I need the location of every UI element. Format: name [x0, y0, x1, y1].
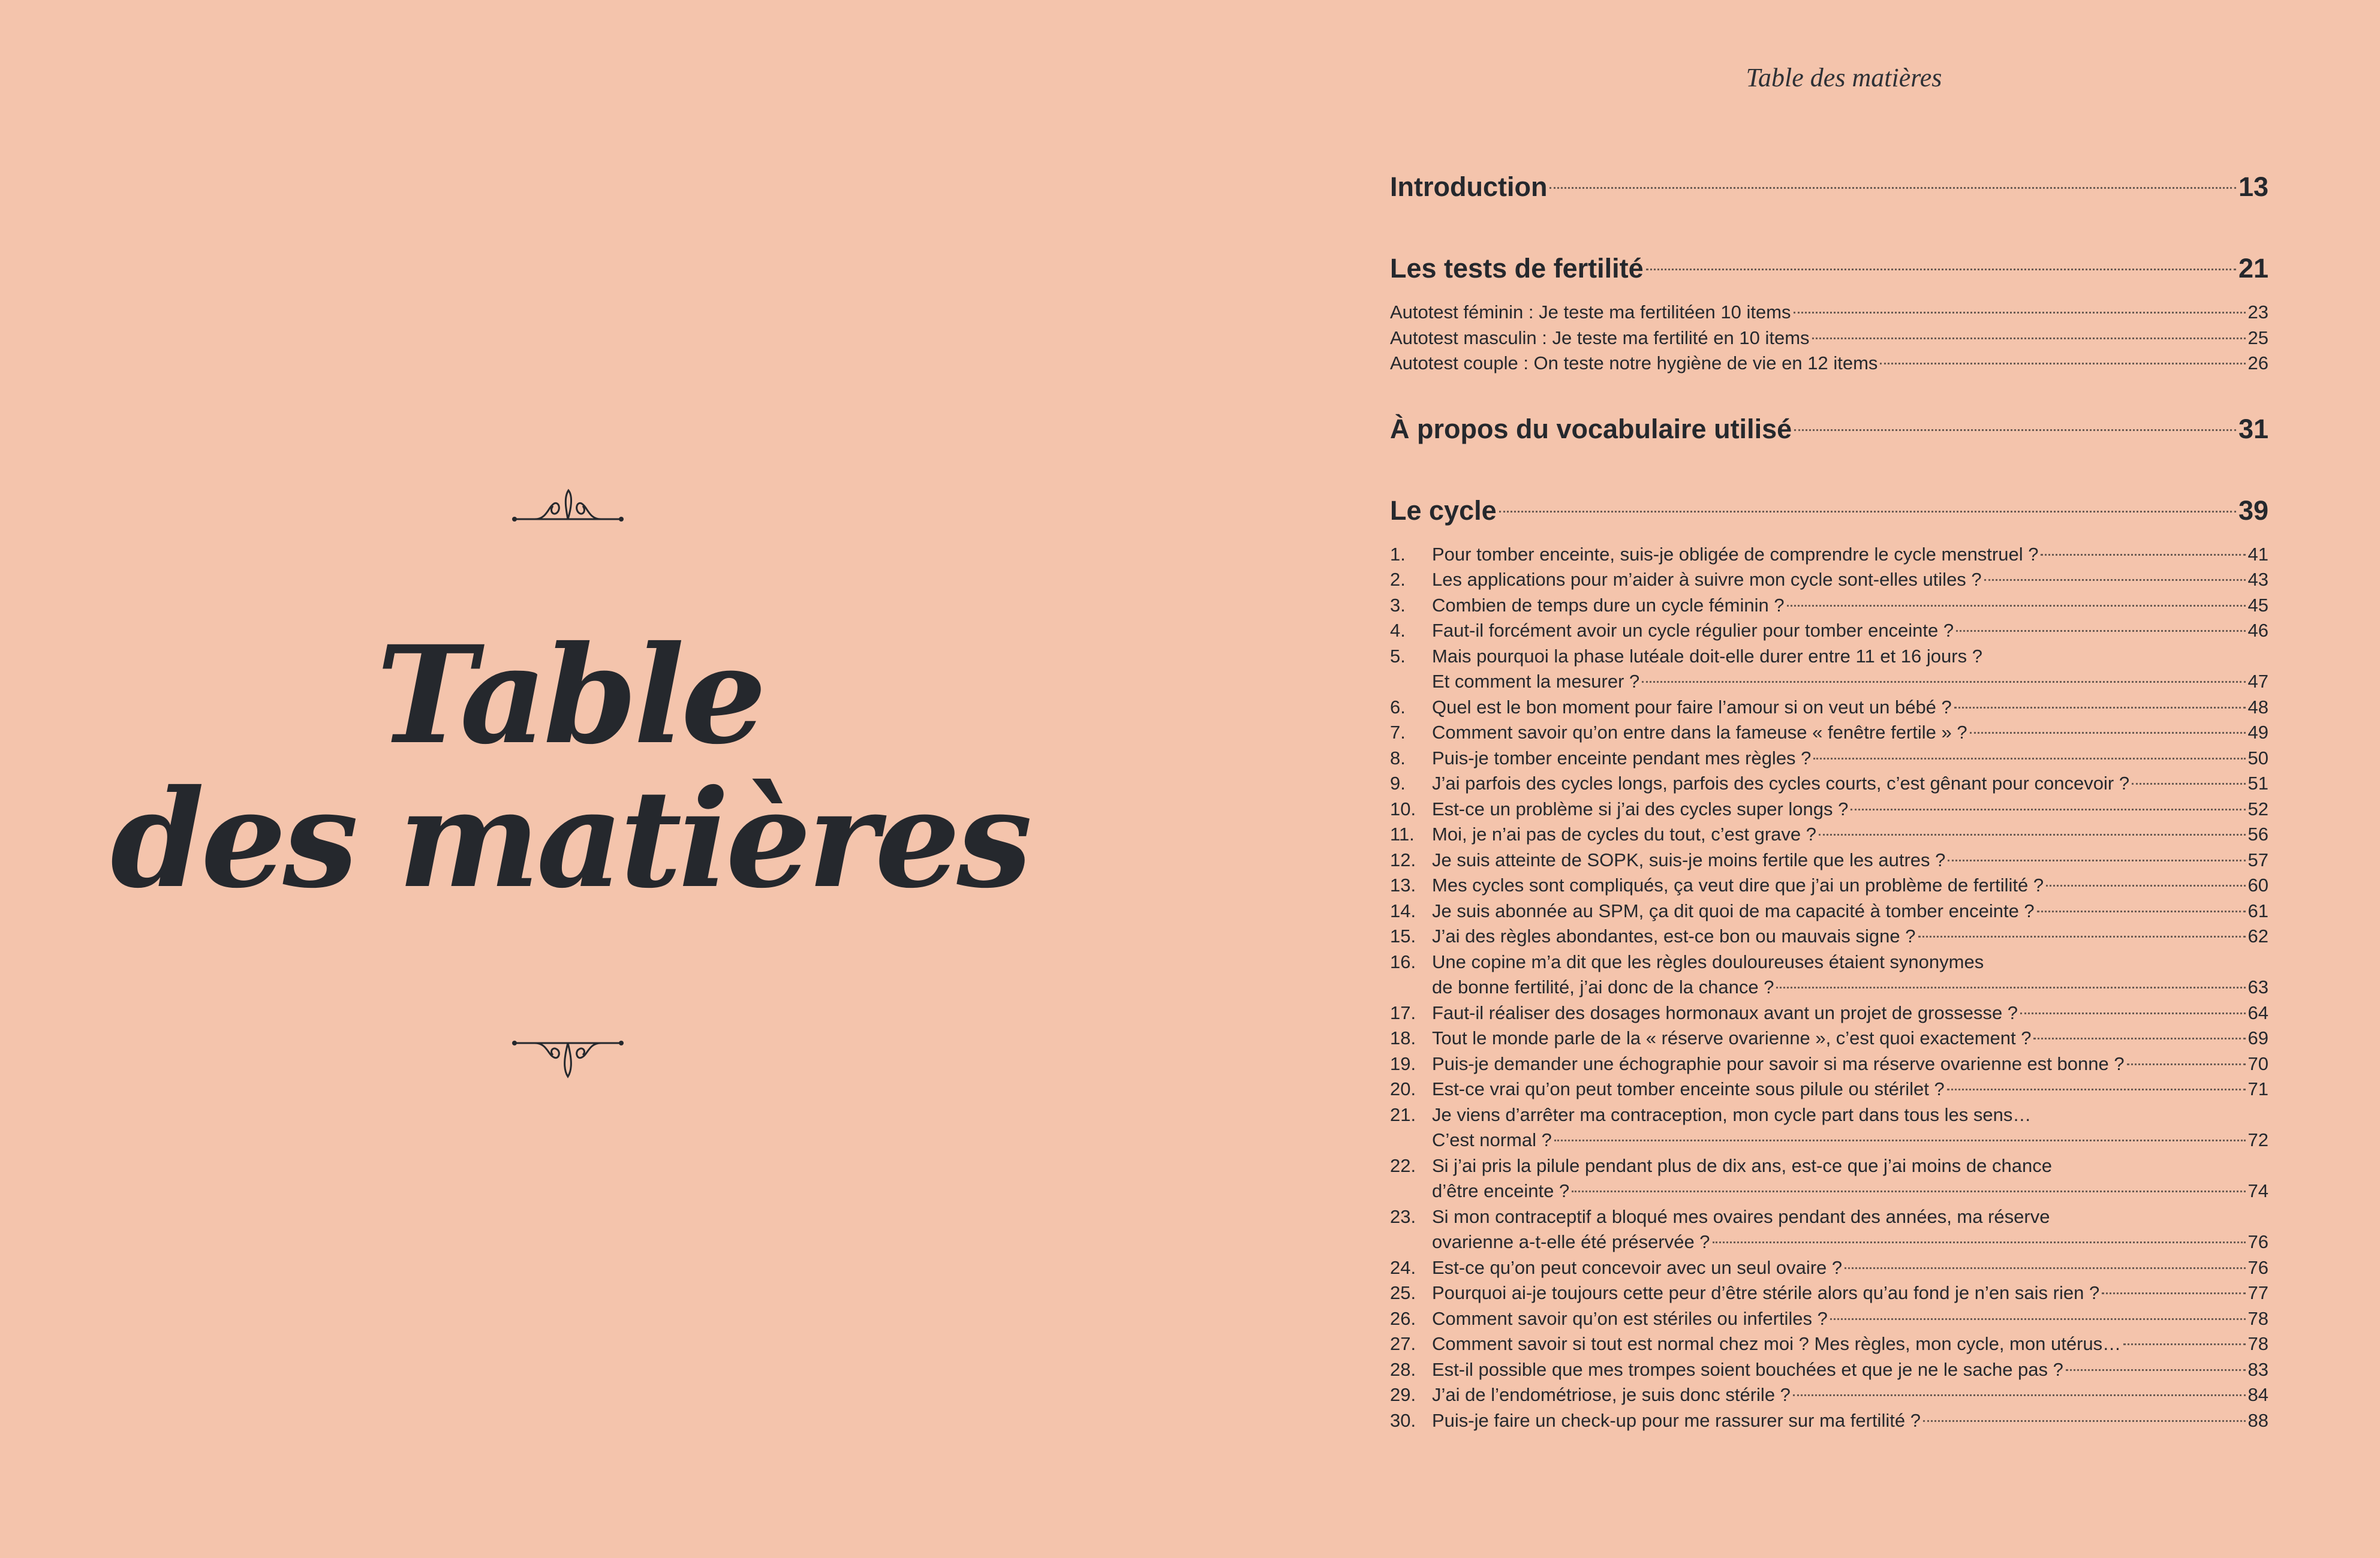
- question-continuation-line: [1390, 1229, 2268, 1255]
- cycle-question-item[interactable]: [1390, 1382, 2268, 1408]
- section-title: Le cycle: [1390, 495, 1497, 526]
- question-page-number: 83: [2247, 1358, 2268, 1380]
- question-line: [1390, 822, 2268, 848]
- question-text: J’ai parfois des cycles longs, parfois des cycles courts, c’est gênant pour concevoir ?: [1432, 773, 2130, 794]
- cycle-question-item[interactable]: [1390, 1408, 2268, 1434]
- question-page-number: 63: [2247, 977, 2268, 998]
- dot-leader: [1970, 732, 2246, 734]
- question-page-number: 71: [2247, 1078, 2268, 1099]
- cycle-question-item[interactable]: [1390, 1077, 2268, 1102]
- cycle-question-item[interactable]: [1390, 618, 2268, 644]
- section-page-number: 39: [2238, 495, 2268, 526]
- question-page-number: 72: [2247, 1129, 2268, 1150]
- question-page-number: 47: [2247, 671, 2268, 692]
- cycle-question-item[interactable]: [1390, 1306, 2268, 1332]
- dot-leader: [1776, 987, 2245, 989]
- question-line: [1390, 1255, 2268, 1281]
- question-line: [1390, 797, 2268, 822]
- entry-page-number: 25: [2247, 327, 2268, 348]
- question-number: 19.: [1390, 1053, 1416, 1074]
- cycle-question-item[interactable]: [1390, 1051, 2268, 1077]
- question-text: Si mon contraceptif a bloqué mes ovaires pendant des années, ma réserve: [1432, 1206, 2050, 1227]
- question-text: J’ai des règles abondantes, est-ce bon ou mauvais signe ?: [1432, 926, 1916, 947]
- dot-leader: [1947, 1089, 2246, 1090]
- question-number: 10.: [1390, 798, 1416, 819]
- toc-entry[interactable]: [1390, 351, 2268, 376]
- question-continuation-line: [1390, 1128, 2268, 1153]
- cycle-question-item[interactable]: [1390, 950, 2268, 1001]
- dot-leader: [1787, 605, 2246, 607]
- dot-leader: [2127, 1063, 2246, 1065]
- section-page-number: 13: [2238, 171, 2268, 202]
- question-text: Faut-il réaliser des dosages hormonaux avant un projet de grossesse ?: [1432, 1002, 2018, 1023]
- cycle-question-item[interactable]: [1390, 1153, 2268, 1204]
- dot-leader: [1499, 511, 2236, 513]
- question-number: 25.: [1390, 1282, 1416, 1303]
- question-text: Moi, je n’ai pas de cycles du tout, c’est grave ?: [1432, 824, 1816, 845]
- question-text: Je viens d’arrêter ma contraception, mon cycle part dans tous les sens…: [1432, 1104, 2032, 1125]
- left-page: [0, 0, 1139, 1558]
- question-line: [1390, 1001, 2268, 1026]
- section-title: À propos du vocabulaire utilisé: [1390, 413, 1792, 444]
- question-continuation-line: [1390, 1179, 2268, 1204]
- title-line-1: Table: [376, 616, 763, 774]
- question-line: [1390, 1102, 2268, 1128]
- dot-leader: [1812, 337, 2246, 339]
- question-text: Est-ce qu’on peut concevoir avec un seul ovaire ?: [1432, 1256, 1843, 1278]
- dot-leader: [1948, 860, 2245, 861]
- toc-entry[interactable]: [1390, 326, 2268, 351]
- question-line: [1390, 542, 2268, 568]
- cycle-question-item[interactable]: [1390, 746, 2268, 772]
- dot-leader: [1923, 1420, 2246, 1422]
- toc-section-tests: [1390, 231, 2268, 376]
- question-number: 7.: [1390, 722, 1406, 743]
- cycle-question-item[interactable]: [1390, 1102, 2268, 1153]
- question-page-number: 76: [2247, 1256, 2268, 1278]
- cycle-question-item[interactable]: [1390, 644, 2268, 695]
- question-number: 27.: [1390, 1333, 1416, 1354]
- question-number: 12.: [1390, 849, 1416, 870]
- dot-leader: [1549, 187, 2235, 189]
- question-page-number: 52: [2247, 798, 2268, 819]
- question-line: [1390, 924, 2268, 950]
- section-title-row[interactable]: [1390, 150, 2268, 216]
- cycle-question-item[interactable]: [1390, 1204, 2268, 1255]
- question-number: 5.: [1390, 645, 1406, 667]
- question-text: Puis-je faire un check-up pour me rassurer sur ma fertilité ?: [1432, 1409, 1921, 1431]
- page-title: [0, 616, 1139, 918]
- question-page-number: 48: [2247, 696, 2268, 718]
- cycle-question-item[interactable]: [1390, 720, 2268, 746]
- cycle-question-list: [1390, 542, 2268, 1434]
- toc-entry[interactable]: [1390, 300, 2268, 326]
- question-number: 13.: [1390, 875, 1416, 896]
- dot-leader: [2033, 1038, 2245, 1039]
- title-line-2: des matières: [110, 760, 1029, 918]
- question-page-number: 51: [2247, 773, 2268, 794]
- cycle-question-item[interactable]: [1390, 1026, 2268, 1051]
- question-line: [1390, 746, 2268, 772]
- flourish-bottom-ornament: [511, 1031, 625, 1085]
- question-number: 18.: [1390, 1027, 1416, 1048]
- question-page-number: 62: [2247, 926, 2268, 947]
- question-page-number: 41: [2247, 543, 2268, 565]
- question-text: Mes cycles sont compliqués, ça veut dire que j’ai un problème de fertilité ?: [1432, 875, 2044, 896]
- table-of-contents: [1390, 150, 2268, 1449]
- cycle-question-item[interactable]: [1390, 1280, 2268, 1306]
- question-page-number: 49: [2247, 722, 2268, 743]
- question-page-number: 57: [2247, 849, 2268, 870]
- dot-leader: [1830, 1318, 2246, 1320]
- question-page-number: 45: [2247, 594, 2268, 616]
- dot-leader: [2123, 1343, 2245, 1345]
- question-number: 17.: [1390, 1002, 1416, 1023]
- dot-leader: [2020, 1012, 2245, 1014]
- cycle-question-item[interactable]: [1390, 771, 2268, 797]
- section-title-row[interactable]: [1390, 392, 2268, 458]
- question-text: Comment savoir si tout est normal chez moi ? Mes règles, mon cycle, mon utérus…: [1432, 1333, 2122, 1354]
- dot-leader: [2132, 783, 2245, 785]
- section-title-row[interactable]: [1390, 474, 2268, 540]
- section-page-number: 31: [2238, 413, 2268, 444]
- question-text: Pour tomber enceinte, suis-je obligée de comprendre le cycle menstruel ?: [1432, 543, 2039, 565]
- question-text: Je suis abonnée au SPM, ça dit quoi de ma capacité à tomber enceinte ?: [1432, 900, 2035, 921]
- cycle-question-item[interactable]: [1390, 873, 2268, 899]
- dot-leader: [1984, 579, 2246, 581]
- question-text: Quel est le bon moment pour faire l’amour si on veut un bébé ?: [1432, 696, 1952, 718]
- question-line: [1390, 593, 2268, 619]
- question-number: 29.: [1390, 1384, 1416, 1405]
- question-page-number: 50: [2247, 747, 2268, 769]
- flourish-top-ornament: [511, 474, 625, 528]
- question-number: 6.: [1390, 696, 1406, 718]
- dot-leader: [1880, 363, 2245, 364]
- question-page-number: 46: [2247, 620, 2268, 641]
- question-line: [1390, 1357, 2268, 1383]
- cycle-question-item[interactable]: [1390, 924, 2268, 950]
- dot-leader: [1956, 630, 2245, 632]
- section-title: Introduction: [1390, 171, 1548, 202]
- question-number: 24.: [1390, 1256, 1416, 1278]
- question-line: [1390, 873, 2268, 899]
- question-text: de bonne fertilité, j’ai donc de la chance ?: [1432, 977, 1774, 998]
- dot-leader: [1918, 936, 2246, 938]
- dot-leader: [2066, 1369, 2246, 1371]
- question-line: [1390, 644, 2268, 670]
- question-page-number: 84: [2247, 1384, 2268, 1405]
- question-page-number: 77: [2247, 1282, 2268, 1303]
- question-line: [1390, 1077, 2268, 1102]
- dot-leader: [1845, 1267, 2245, 1269]
- question-number: 11.: [1390, 824, 1415, 845]
- section-title: Les tests de fertilité: [1390, 253, 1644, 284]
- dot-leader: [1554, 1140, 2246, 1141]
- cycle-question-item[interactable]: [1390, 542, 2268, 568]
- question-line: [1390, 720, 2268, 746]
- question-line: [1390, 1306, 2268, 1332]
- question-number: 15.: [1390, 926, 1416, 947]
- question-page-number: 61: [2247, 900, 2268, 921]
- dot-leader: [2041, 554, 2245, 556]
- question-line: [1390, 950, 2268, 975]
- cycle-question-item[interactable]: [1390, 695, 2268, 721]
- question-page-number: 56: [2247, 824, 2268, 845]
- dot-leader: [1713, 1241, 2246, 1243]
- question-page-number: 60: [2247, 875, 2268, 896]
- dot-leader: [2102, 1292, 2245, 1294]
- cycle-question-item[interactable]: [1390, 1331, 2268, 1357]
- question-line: [1390, 1331, 2268, 1357]
- question-continuation-line: [1390, 975, 2268, 1001]
- question-line: [1390, 1026, 2268, 1051]
- dot-leader: [1813, 758, 2245, 760]
- running-head: Table des matières: [1746, 63, 1942, 92]
- question-text: Comment savoir qu’on est stériles ou infertiles ?: [1432, 1307, 1828, 1329]
- question-line: [1390, 771, 2268, 797]
- question-text: Et comment la mesurer ?: [1432, 671, 1640, 692]
- question-text: Puis-je tomber enceinte pendant mes règles ?: [1432, 747, 1812, 769]
- dot-leader: [1646, 269, 2236, 270]
- question-number: 14.: [1390, 900, 1416, 921]
- cycle-question-item[interactable]: [1390, 822, 2268, 848]
- question-text: Combien de temps dure un cycle féminin ?: [1432, 594, 1785, 616]
- question-text: Puis-je demander une échographie pour savoir si ma réserve ovarienne est bonne ?: [1432, 1053, 2125, 1074]
- question-number: 2.: [1390, 569, 1406, 590]
- question-number: 9.: [1390, 773, 1406, 794]
- question-line: [1390, 848, 2268, 873]
- question-page-number: 76: [2247, 1231, 2268, 1252]
- question-text: ovarienne a-t-elle été préservée ?: [1432, 1231, 1710, 1252]
- question-line: [1390, 695, 2268, 721]
- question-page-number: 43: [2247, 569, 2268, 590]
- question-number: 22.: [1390, 1155, 1416, 1176]
- question-page-number: 74: [2247, 1180, 2268, 1201]
- toc-section-vocabulaire: [1390, 392, 2268, 458]
- cycle-question-item[interactable]: [1390, 567, 2268, 593]
- question-line: [1390, 1204, 2268, 1230]
- cycle-question-item[interactable]: [1390, 848, 2268, 873]
- question-line: [1390, 1280, 2268, 1306]
- question-number: 8.: [1390, 747, 1406, 769]
- dot-leader: [1794, 312, 2246, 314]
- question-number: 1.: [1390, 543, 1406, 565]
- question-number: 3.: [1390, 594, 1406, 616]
- entry-page-number: 26: [2247, 352, 2268, 373]
- section-title-row[interactable]: [1390, 231, 2268, 297]
- question-text: Les applications pour m’aider à suivre mon cycle sont-elles utiles ?: [1432, 569, 1982, 590]
- section-entries: [1390, 300, 2268, 376]
- dot-leader: [1572, 1191, 2245, 1192]
- question-line: [1390, 1382, 2268, 1408]
- question-line: [1390, 618, 2268, 644]
- dot-leader: [2046, 885, 2245, 887]
- question-text: Faut-il forcément avoir un cycle régulier pour tomber enceinte ?: [1432, 620, 1954, 641]
- question-page-number: 64: [2247, 1002, 2268, 1023]
- question-page-number: 78: [2247, 1333, 2268, 1354]
- question-text: Je suis atteinte de SOPK, suis-je moins fertile que les autres ?: [1432, 849, 1946, 870]
- cycle-question-item[interactable]: [1390, 1255, 2268, 1281]
- question-text: Mais pourquoi la phase lutéale doit-elle durer entre 11 et 16 jours ?: [1432, 645, 1982, 667]
- question-text: d’être enceinte ?: [1432, 1180, 1570, 1201]
- question-page-number: 88: [2247, 1409, 2268, 1431]
- question-text: C’est normal ?: [1432, 1129, 1552, 1150]
- question-line: [1390, 567, 2268, 593]
- question-number: 28.: [1390, 1358, 1416, 1380]
- question-number: 20.: [1390, 1078, 1416, 1099]
- question-line: [1390, 899, 2268, 924]
- dot-leader: [1954, 707, 2246, 709]
- dot-leader: [1794, 429, 2236, 431]
- question-text: Si j’ai pris la pilule pendant plus de dix ans, est-ce que j’ai moins de chance: [1432, 1155, 2052, 1176]
- entry-text: Autotest féminin : Je teste ma fertilitéen 10 items: [1390, 302, 1791, 323]
- cycle-question-item[interactable]: [1390, 593, 2268, 619]
- question-continuation-line: [1390, 669, 2268, 695]
- dot-leader: [1793, 1394, 2246, 1396]
- section-page-number: 21: [2238, 253, 2268, 284]
- question-text: Est-ce vrai qu’on peut tomber enceinte sous pilule ou stérilet ?: [1432, 1078, 1945, 1099]
- toc-section-cycle: [1390, 474, 2268, 1434]
- question-line: [1390, 1153, 2268, 1179]
- entry-text: Autotest masculin : Je teste ma fertilité en 10 items: [1390, 327, 1810, 348]
- question-number: 30.: [1390, 1409, 1416, 1431]
- question-text: Est-il possible que mes trompes soient bouchées et que je ne le sache pas ?: [1432, 1358, 2063, 1380]
- question-text: J’ai de l’endométriose, je suis donc stérile ?: [1432, 1384, 1791, 1405]
- question-number: 4.: [1390, 620, 1406, 641]
- question-text: Pourquoi ai-je toujours cette peur d’être stérile alors qu’au fond je n’en sais rien ?: [1432, 1282, 2100, 1303]
- cycle-question-item[interactable]: [1390, 1001, 2268, 1026]
- question-number: 26.: [1390, 1307, 1416, 1329]
- dot-leader: [1819, 834, 2246, 836]
- question-text: Est-ce un problème si j’ai des cycles super longs ?: [1432, 798, 1849, 819]
- dot-leader: [1851, 809, 2245, 810]
- cycle-question-item[interactable]: [1390, 797, 2268, 822]
- question-page-number: 69: [2247, 1027, 2268, 1048]
- dot-leader: [2037, 911, 2246, 912]
- question-line: [1390, 1051, 2268, 1077]
- question-page-number: 78: [2247, 1307, 2268, 1329]
- question-number: 23.: [1390, 1206, 1416, 1227]
- question-line: [1390, 1408, 2268, 1434]
- question-text: Tout le monde parle de la « réserve ovarienne », c’est quoi exactement ?: [1432, 1027, 2032, 1048]
- question-page-number: 70: [2247, 1053, 2268, 1074]
- question-number: 21.: [1390, 1104, 1416, 1125]
- entry-page-number: 23: [2247, 302, 2268, 323]
- question-text: Comment savoir qu’on entre dans la fameuse « fenêtre fertile » ?: [1432, 722, 1967, 743]
- toc-section-introduction: [1390, 150, 2268, 216]
- cycle-question-item[interactable]: [1390, 899, 2268, 924]
- question-number: 16.: [1390, 951, 1416, 972]
- question-text: Une copine m’a dit que les règles douloureuses étaient synonymes: [1432, 951, 1984, 972]
- dot-leader: [1642, 681, 2245, 683]
- entry-text: Autotest couple : On teste notre hygiène de vie en 12 items: [1390, 352, 1878, 373]
- cycle-question-item[interactable]: [1390, 1357, 2268, 1383]
